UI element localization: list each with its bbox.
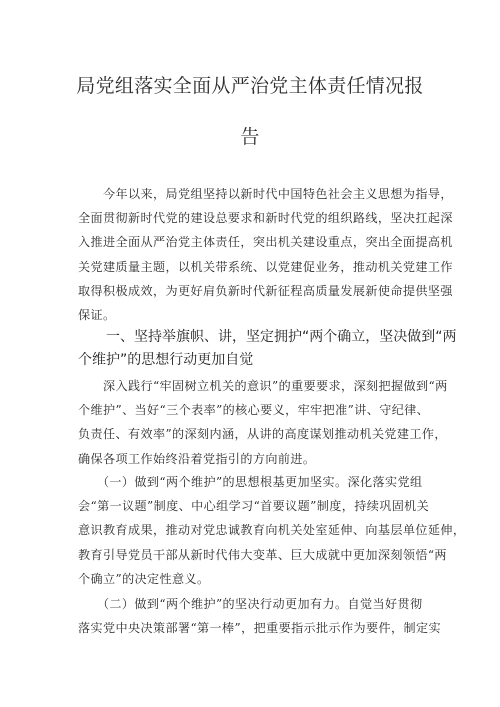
paragraph-line: 个确立”的决定性意义。 bbox=[78, 571, 210, 586]
paragraph-line: 会“第一议题”制度、中心组学习“首要议题”制度，持续巩固机关 bbox=[78, 499, 430, 514]
paragraph-line: 确保各项工作始终沿着党指引的方向前进。 bbox=[78, 451, 316, 466]
document-title-line-2: 告 bbox=[240, 126, 260, 148]
paragraph-line: 今年以来，局党组坚持以新时代中国特色社会主义思想为指导， bbox=[78, 187, 453, 201]
paragraph-line: 负责任、有效率”的深刻内涵，从讲的高度谋划推动机关党建工作， bbox=[78, 427, 447, 442]
section-1-heading bbox=[78, 326, 457, 372]
paragraph-line: 教育引导党员干部从新时代伟大变革、巨大成就中更加深刻领悟“两 bbox=[78, 547, 447, 562]
paragraph-line: 深入践行“牢固树立机关的意识”的重要要求，深刻把握做到“两 bbox=[78, 379, 448, 393]
paragraph-line: 意识教育成果，推动对党忠诚教育向机关处室延伸、向基层单位延伸， bbox=[78, 523, 466, 538]
subsection-1-paragraph bbox=[78, 470, 466, 591]
heading-line: 个维护”的思想行动更加自觉 bbox=[78, 352, 254, 368]
paragraph-line: 落实党中央决策部署“第一棒”，把重要指示批示作为要件，制定实 bbox=[78, 621, 441, 636]
paragraph-line: （一）做到“两个维护”的思想根基更加坚实。深化落实党组 bbox=[78, 475, 423, 489]
paragraph-line: 取得积极成效，为更好肩负新时代新征程高质量发展新使命提供坚强 bbox=[78, 283, 453, 298]
paragraph-line: 保证。 bbox=[78, 307, 116, 322]
subsection-2-paragraph bbox=[78, 592, 441, 640]
paragraph-line: 全面贯彻新时代党的建设总要求和新时代党的组织路线，坚决扛起深 bbox=[78, 211, 453, 226]
paragraph-line: 关党建质量主题，以机关带系统、以党建促业务，推动机关党建工作 bbox=[78, 259, 453, 274]
document-title-line-1: 局党组落实全面从严治党主体责任情况报 bbox=[76, 75, 424, 97]
paragraph-line: （二）做到“两个维护”的坚决行动更加有力。自觉当好贯彻 bbox=[78, 597, 423, 611]
paragraph-line: 个维护”、当好“三个表率”的核心要义，牢牢把准”讲、守纪律、 bbox=[78, 403, 430, 418]
intro-paragraph bbox=[78, 182, 453, 327]
section-1-paragraph bbox=[78, 374, 448, 471]
paragraph-line: 入推进全面从严治党主体责任，突出机关建设重点，突出全面提高机 bbox=[78, 235, 453, 250]
heading-line: 一、坚持举旗帜、讲，坚定拥护“两个确立，坚决做到“两 bbox=[78, 329, 457, 345]
